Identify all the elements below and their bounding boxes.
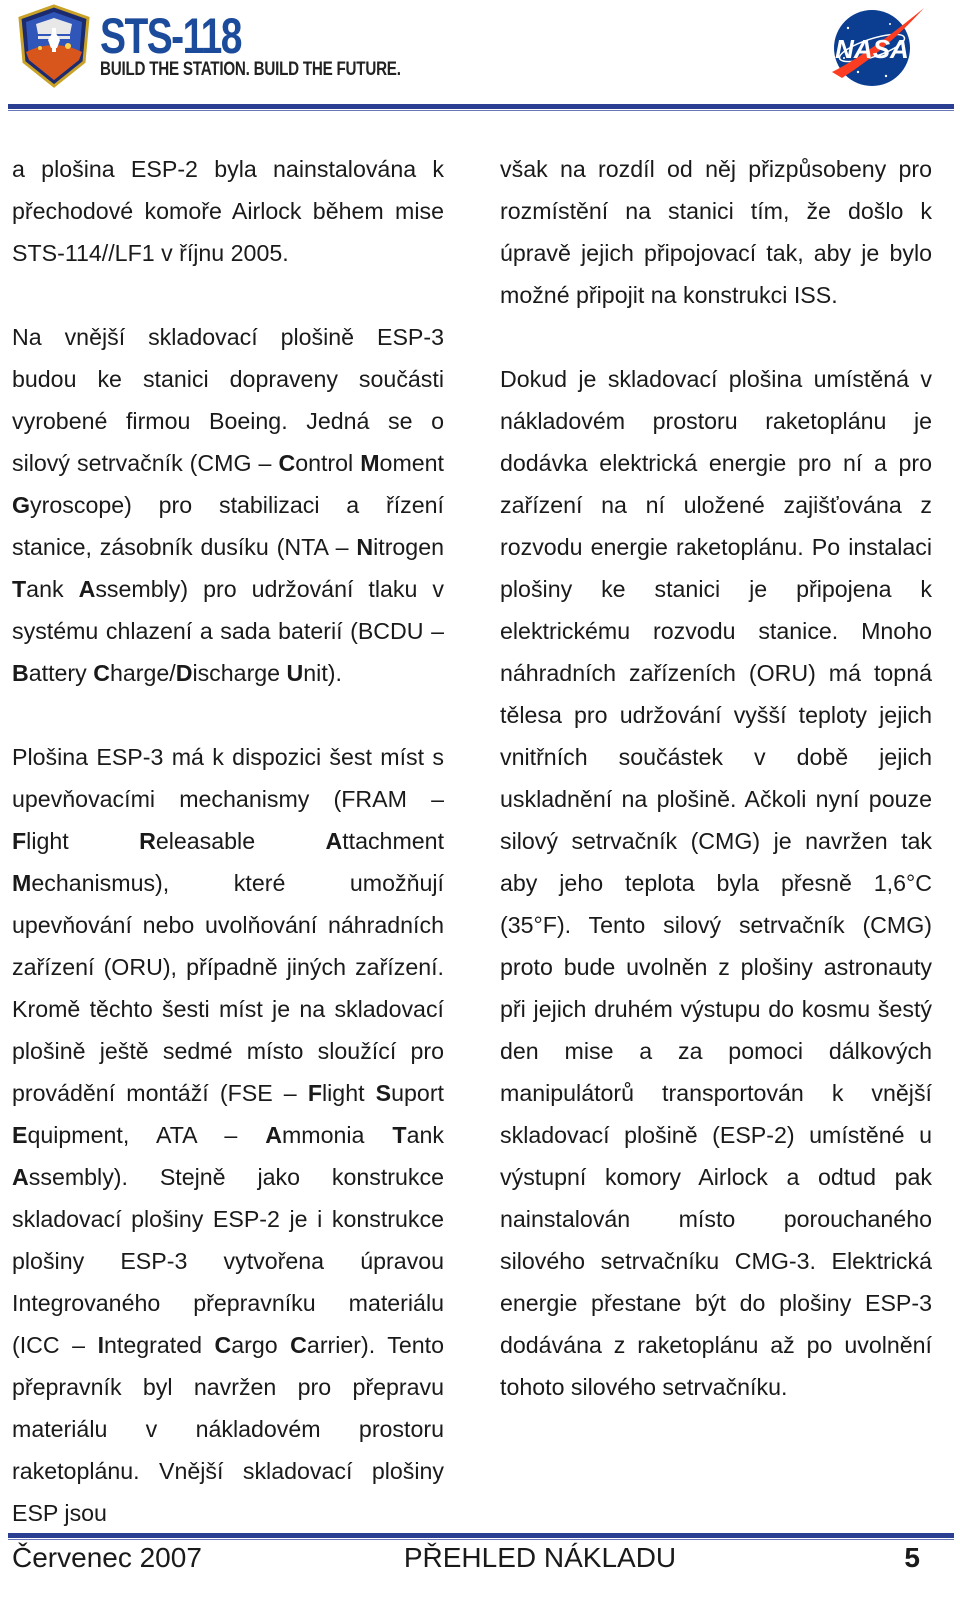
- header-rule-thin: [8, 110, 954, 111]
- mission-title: STS-118: [100, 8, 241, 64]
- right-paragraph-2: Dokud je skladovací plošina umístěná v nákladovém prostoru raketoplánu je dodávka elektrická energie pro ní a pro zařízení na ní uložené zajišťována z rozvodu energie raketoplánu. Po instalaci plošiny ke stanici je připojena k elektrickému rozvodu stanice. Mnoho náhradních zařízeních (ORU) má topná tělesa pro udržování vyšší teploty jejich vnitřních součástek v době jejich uskladnění na plošině. Ačkoli nyní pouze silový setrvačník (CMG) je navržen tak aby jeho teplota byla přesně 1,6°C (35°F). Tento silový setrvačník (CMG) proto bude uvolněn z plošiny astronauty při jejich druhém výstupu do kosmu šestý den mise a za pomoci dálkových manipulátorů transportován k vnější skladovací plošině (ESP-2) umístěné u výstupní komory Airlock a odtud pak nainstalován místo porouchaného silového setrvačníku CMG-3. Elektrická energie přestane být do plošiny ESP-3 dodávána z raketoplánu až po uvolnění tohoto silového setrvačníku.: [500, 366, 932, 1400]
- right-column: [500, 148, 932, 1408]
- page-footer: [0, 1538, 960, 1596]
- left-paragraph-2: Na vnější skladovací plošině ESP-3 budou ke stanici dopraveny součásti vyrobené firmou Boeing. Jedná se o silový setrvačník (CMG – Control Moment Gyroscope) pro stabilizaci a řízení stanice, zásobník dusíku (NTA – Nitrogen Tank Assembly) pro udržování tlaku v systému chlazení a sada baterií (BCDU – Battery Charge/Discharge Unit).: [12, 324, 444, 686]
- mission-patch-icon: [18, 4, 90, 88]
- right-paragraph-1: však na rozdíl od něj přizpůsobeny pro rozmístění na stanici tím, že došlo k úpravě jejich připojovací tak, aby je bylo možné připojit na konstrukci ISS.: [500, 156, 932, 308]
- mission-tagline: BUILD THE STATION. BUILD THE FUTURE.: [100, 59, 401, 80]
- header-rule: [8, 104, 954, 109]
- left-column: [12, 148, 444, 1534]
- footer-date: Červenec 2007: [12, 1542, 202, 1573]
- page-header: [0, 0, 960, 116]
- nasa-logo-icon: [828, 2, 928, 88]
- svg-text:NASA: NASA: [835, 34, 909, 64]
- left-paragraph-1: a plošina ESP-2 byla nainstalována k přechodové komoře Airlock během mise STS-114//LF1 v říjnu 2005.: [12, 156, 444, 266]
- page-number: 5: [904, 1542, 920, 1573]
- left-paragraph-3: Plošina ESP-3 má k dispozici šest míst s upevňovacími mechanismy (FRAM – Flight Releasable Attachment Mechanismus), které umožňují upevňování nebo uvolňování náhradních zařízení (ORU), případně jiných zařízení. Kromě těchto šesti míst je na skladovací plošině ještě sedmé místo sloužící pro provádění montáží (FSE – Flight Suport Equipment, ATA – Ammonia Tank Assembly). Stejně jako konstrukce skladovací plošiny ESP-2 je i konstrukce plošiny ESP-3 vytvořena úpravou Integrovaného přepravníku materiálu (ICC – Integrated Cargo Carrier). Tento přepravník byl navržen pro přepravu materiálu v nákladovém prostoru raketoplánu. Vnější skladovací plošiny ESP jsou: [12, 744, 445, 1526]
- footer-section-title: PŘEHLED NÁKLADU: [403, 1542, 677, 1573]
